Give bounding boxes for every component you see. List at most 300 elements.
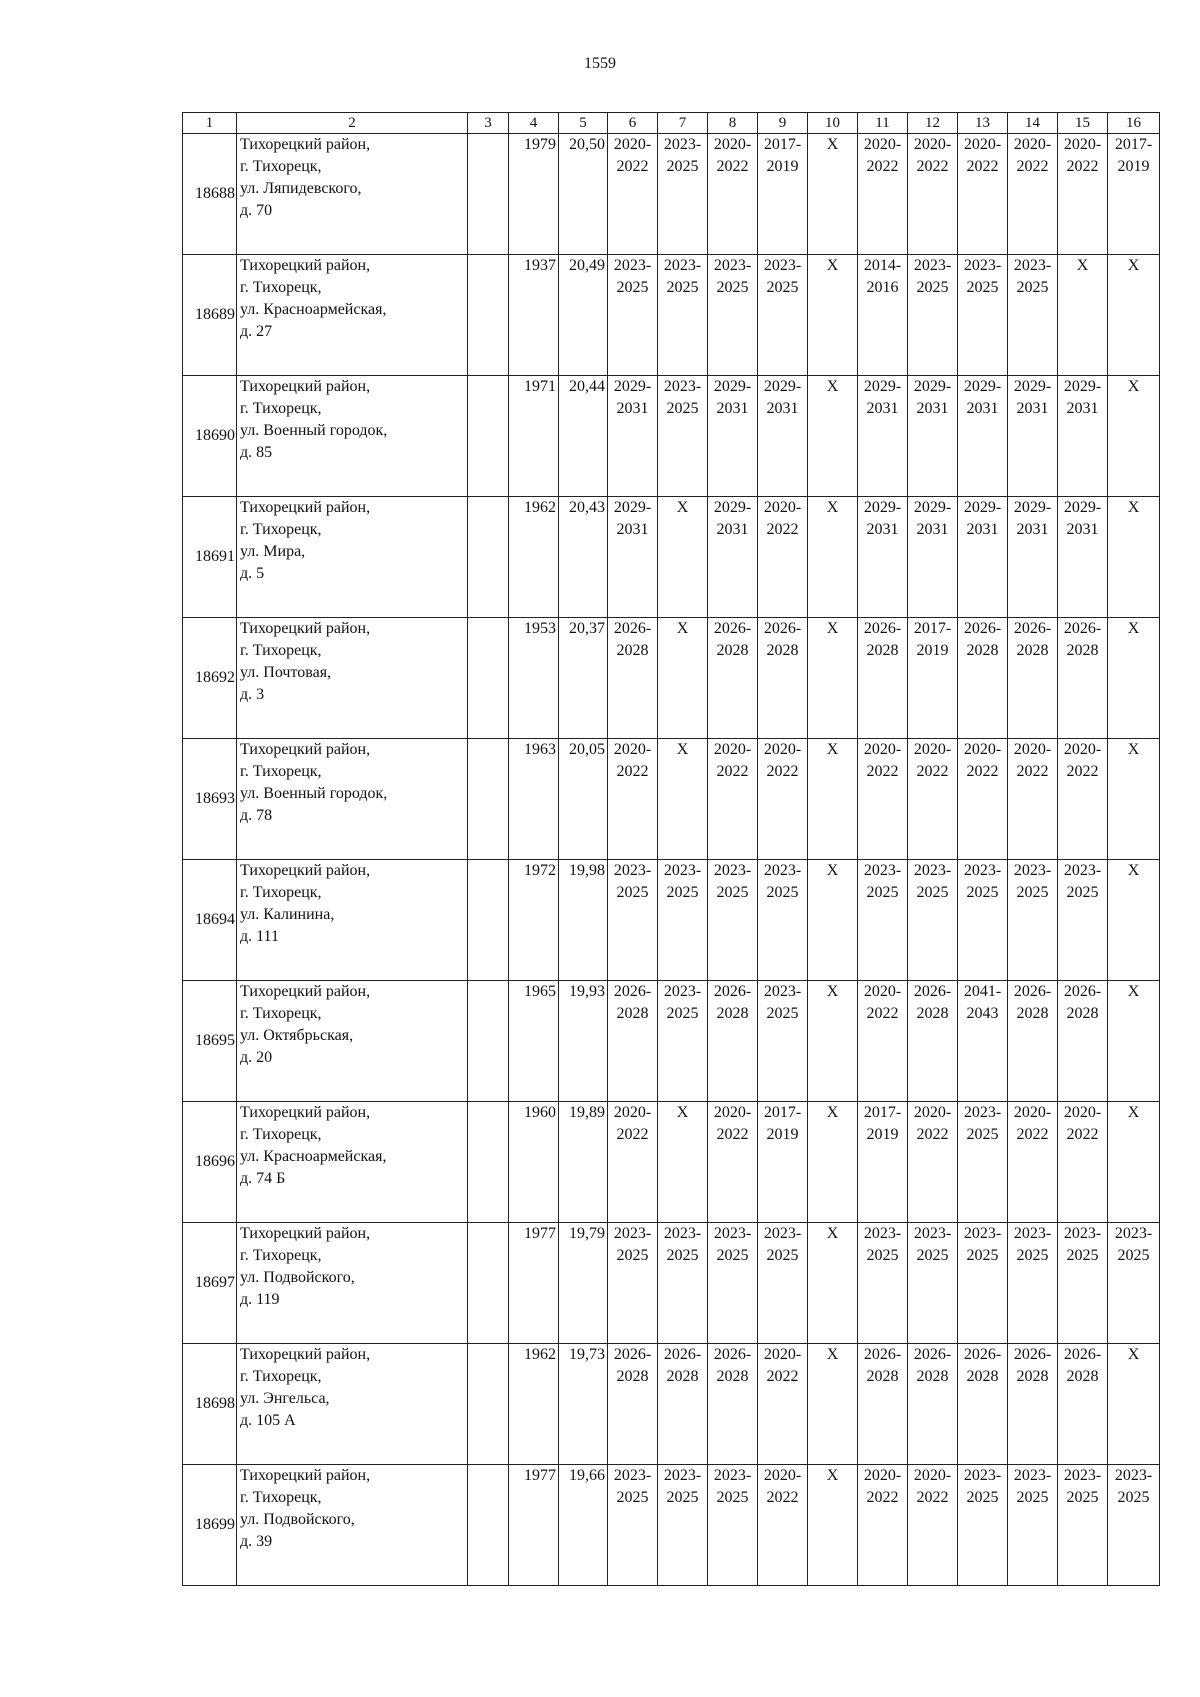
period-text: 2023-	[1114, 1467, 1153, 1484]
period-text: Х	[676, 620, 689, 637]
period-text: 2020-	[863, 1467, 902, 1484]
period-cell	[908, 860, 958, 981]
address-line: д. 105 А	[240, 1412, 296, 1429]
period-text: 2023-	[963, 1104, 1002, 1121]
period-cell	[708, 376, 758, 497]
period-text: 2025	[1016, 1247, 1049, 1264]
period-cell	[958, 1465, 1008, 1586]
period-text: 2025	[666, 1247, 699, 1264]
record-number-cell: 18698	[183, 1344, 237, 1465]
period-text: 2029-	[1063, 378, 1102, 395]
period-cell	[858, 860, 908, 981]
period-text: 2022	[1066, 1126, 1099, 1143]
address-cell	[237, 1465, 468, 1586]
period-text: 2023-	[713, 1467, 752, 1484]
column-header: 6	[608, 113, 658, 134]
period-cell	[708, 1344, 758, 1465]
period-cell	[608, 739, 658, 860]
period-cell	[958, 1223, 1008, 1344]
address-line: г. Тихорецк,	[240, 763, 322, 780]
period-text: 2020-	[713, 1104, 752, 1121]
period-text: 2023-	[663, 136, 702, 153]
period-text: 2023-	[1063, 1467, 1102, 1484]
period-text: 2020-	[613, 136, 652, 153]
period-cell	[808, 134, 858, 255]
period-cell	[808, 1102, 858, 1223]
address-line: Тихорецкий район,	[240, 136, 371, 153]
period-text: 2026-	[1013, 983, 1052, 1000]
year-cell: 1972	[509, 860, 559, 981]
period-text: 2028	[1066, 1368, 1099, 1385]
period-text: 2029-	[863, 499, 902, 516]
period-cell	[658, 618, 708, 739]
period-text: 2026-	[913, 1346, 952, 1363]
period-text: 2023-	[913, 862, 952, 879]
period-cell	[1108, 860, 1160, 981]
period-text: 2025	[1117, 1247, 1150, 1264]
address-line: д. 20	[240, 1049, 273, 1066]
record-number-cell: 18693	[183, 739, 237, 860]
period-text: 2025	[666, 1489, 699, 1506]
period-text: 2029-	[913, 378, 952, 395]
column-header: 12	[908, 113, 958, 134]
period-cell	[908, 1344, 958, 1465]
period-cell	[1008, 255, 1058, 376]
column-3-cell	[468, 376, 509, 497]
period-text: 2023-	[663, 1225, 702, 1242]
address-line: д. 3	[240, 686, 265, 703]
address-line: ул. Военный городок,	[240, 422, 388, 439]
period-text: 2026-	[1063, 1346, 1102, 1363]
address-line: ул. Энгельса,	[240, 1390, 330, 1407]
address-line: г. Тихорецк,	[240, 884, 322, 901]
period-cell	[858, 1102, 908, 1223]
period-text: Х	[1127, 1104, 1140, 1121]
period-cell	[608, 134, 658, 255]
column-header: 5	[559, 113, 608, 134]
column-header: 10	[808, 113, 858, 134]
address-line: г. Тихорецк,	[240, 158, 322, 175]
period-text: 2025	[666, 1005, 699, 1022]
period-cell	[658, 981, 708, 1102]
address-line: г. Тихорецк,	[240, 1126, 322, 1143]
period-cell	[1008, 134, 1058, 255]
address-cell	[237, 376, 468, 497]
period-cell	[808, 1223, 858, 1344]
period-cell	[658, 255, 708, 376]
period-text: 2022	[766, 1368, 799, 1385]
period-text: 2022	[716, 763, 749, 780]
column-3-cell	[468, 618, 509, 739]
period-cell	[758, 497, 808, 618]
period-cell	[1058, 618, 1108, 739]
period-text: 2025	[716, 1489, 749, 1506]
period-text: 2028	[616, 1368, 649, 1385]
period-cell	[758, 1223, 808, 1344]
record-number-cell: 18689	[183, 255, 237, 376]
period-cell	[1108, 1223, 1160, 1344]
period-text: 2022	[766, 1489, 799, 1506]
period-cell	[908, 376, 958, 497]
period-cell	[958, 739, 1008, 860]
period-text: 2022	[916, 1126, 949, 1143]
period-cell	[1008, 860, 1058, 981]
period-text: 2023-	[763, 1225, 802, 1242]
period-cell	[908, 1102, 958, 1223]
record-number-cell: 18692	[183, 618, 237, 739]
period-cell	[908, 1465, 958, 1586]
record-number-cell: 18696	[183, 1102, 237, 1223]
period-text: 2025	[666, 884, 699, 901]
period-cell	[908, 739, 958, 860]
period-cell	[908, 255, 958, 376]
period-text: 2025	[966, 884, 999, 901]
address-cell	[237, 1344, 468, 1465]
address-line: ул. Подвойского,	[240, 1269, 355, 1286]
period-cell	[808, 739, 858, 860]
period-cell	[708, 739, 758, 860]
period-text: 2026-	[613, 983, 652, 1000]
address-line: д. 39	[240, 1533, 273, 1550]
address-line: Тихорецкий район,	[240, 1346, 371, 1363]
period-text: 2026-	[1013, 1346, 1052, 1363]
period-text: 2026-	[963, 1346, 1002, 1363]
period-cell	[858, 1223, 908, 1344]
period-text: 2026-	[1013, 620, 1052, 637]
period-text: 2022	[716, 158, 749, 175]
period-cell	[858, 255, 908, 376]
period-text: 2028	[1066, 642, 1099, 659]
period-text: 2031	[1016, 521, 1049, 538]
period-cell	[1108, 134, 1160, 255]
column-3-cell	[468, 739, 509, 860]
period-cell	[808, 255, 858, 376]
period-text: 2028	[1066, 1005, 1099, 1022]
period-text: 2023-	[963, 1225, 1002, 1242]
period-cell	[858, 739, 908, 860]
period-cell	[758, 255, 808, 376]
record-number-cell: 18691	[183, 497, 237, 618]
period-text: 2023-	[1013, 1225, 1052, 1242]
period-text: 2020-	[713, 136, 752, 153]
period-text: 2023-	[663, 862, 702, 879]
period-cell	[608, 1102, 658, 1223]
period-text: 2025	[616, 1489, 649, 1506]
period-cell	[1008, 1344, 1058, 1465]
table-row	[183, 1223, 1160, 1344]
period-text: 2028	[1016, 642, 1049, 659]
period-text: 2029-	[713, 499, 752, 516]
period-text: 2026-	[1063, 620, 1102, 637]
period-text: 2022	[866, 763, 899, 780]
period-text: 2023-	[963, 862, 1002, 879]
address-line: ул. Мира,	[240, 543, 306, 560]
period-cell	[758, 618, 808, 739]
period-cell	[1108, 255, 1160, 376]
address-line: д. 78	[240, 807, 273, 824]
period-text: 2025	[666, 400, 699, 417]
period-text: 2029-	[713, 378, 752, 395]
period-cell	[658, 1102, 708, 1223]
period-cell	[1058, 981, 1108, 1102]
record-number-cell: 18695	[183, 981, 237, 1102]
period-text: 2025	[766, 884, 799, 901]
period-text: 2028	[916, 1005, 949, 1022]
period-text: 2022	[866, 1005, 899, 1022]
table-row	[183, 1465, 1160, 1586]
period-text: 2031	[716, 400, 749, 417]
value-cell: 20,49	[559, 255, 608, 376]
value-cell: 19,79	[559, 1223, 608, 1344]
period-text: 2022	[1016, 158, 1049, 175]
period-text: 2028	[766, 642, 799, 659]
period-cell	[1058, 1465, 1108, 1586]
column-3-cell	[468, 497, 509, 618]
address-cell	[237, 1102, 468, 1223]
address-line: г. Тихорецк,	[240, 400, 322, 417]
period-cell	[958, 1102, 1008, 1223]
address-line: д. 85	[240, 444, 273, 461]
period-text: 2022	[766, 763, 799, 780]
record-number-cell: 18688	[183, 134, 237, 255]
period-text: 2020-	[763, 499, 802, 516]
address-cell	[237, 497, 468, 618]
period-cell	[1008, 981, 1058, 1102]
period-text: Х	[826, 499, 839, 516]
period-text: 2020-	[1013, 136, 1052, 153]
period-text: 2031	[1066, 521, 1099, 538]
period-cell	[708, 1102, 758, 1223]
column-header: 9	[758, 113, 808, 134]
table-row	[183, 739, 1160, 860]
period-cell	[608, 860, 658, 981]
period-text: 2026-	[863, 1346, 902, 1363]
period-text: 2014-	[863, 257, 902, 274]
period-cell	[608, 1465, 658, 1586]
period-text: 2022	[1066, 158, 1099, 175]
period-text: 2023-	[1013, 257, 1052, 274]
period-text: 2026-	[763, 620, 802, 637]
column-header: 3	[468, 113, 509, 134]
period-text: 2025	[766, 1005, 799, 1022]
period-cell	[708, 860, 758, 981]
period-text: 2023-	[663, 378, 702, 395]
period-text: 2020-	[1063, 741, 1102, 758]
period-cell	[758, 376, 808, 497]
period-cell	[608, 981, 658, 1102]
year-cell: 1960	[509, 1102, 559, 1223]
table-row	[183, 860, 1160, 981]
period-cell	[658, 739, 708, 860]
address-line: г. Тихорецк,	[240, 1489, 322, 1506]
address-line: г. Тихорецк,	[240, 1368, 322, 1385]
period-text: 2025	[866, 884, 899, 901]
period-cell	[1058, 1344, 1108, 1465]
period-text: Х	[826, 378, 839, 395]
period-cell	[1108, 1102, 1160, 1223]
period-cell	[858, 376, 908, 497]
period-cell	[1108, 739, 1160, 860]
period-text: 2026-	[963, 620, 1002, 637]
period-text: Х	[826, 136, 839, 153]
year-cell: 1971	[509, 376, 559, 497]
period-text: 2029-	[963, 378, 1002, 395]
period-text: 2031	[966, 521, 999, 538]
period-text: 2031	[1016, 400, 1049, 417]
column-3-cell	[468, 860, 509, 981]
address-line: Тихорецкий район,	[240, 620, 371, 637]
period-text: 2023-	[1013, 862, 1052, 879]
period-text: Х	[1076, 257, 1089, 274]
period-text: 2025	[1066, 884, 1099, 901]
address-cell	[237, 860, 468, 981]
year-cell: 1979	[509, 134, 559, 255]
period-text: 2028	[666, 1368, 699, 1385]
period-text: 2031	[866, 400, 899, 417]
period-cell	[808, 860, 858, 981]
address-cell	[237, 134, 468, 255]
period-text: 2023-	[613, 257, 652, 274]
address-line: д. 111	[240, 928, 279, 945]
period-cell	[1058, 739, 1108, 860]
period-text: 2028	[916, 1368, 949, 1385]
address-line: Тихорецкий район,	[240, 378, 371, 395]
column-3-cell	[468, 1344, 509, 1465]
period-text: 2025	[966, 1247, 999, 1264]
period-cell	[908, 1223, 958, 1344]
period-text: 2028	[616, 642, 649, 659]
period-cell	[758, 1344, 808, 1465]
period-cell	[608, 1223, 658, 1344]
period-text: 2022	[616, 763, 649, 780]
period-text: 2022	[866, 1489, 899, 1506]
period-cell	[758, 1465, 808, 1586]
period-text: 2029-	[763, 378, 802, 395]
period-text: 2026-	[863, 620, 902, 637]
period-text: 2025	[716, 279, 749, 296]
period-text: 2022	[1016, 763, 1049, 780]
period-cell	[908, 497, 958, 618]
period-text: 2025	[1016, 279, 1049, 296]
period-cell	[1008, 1102, 1058, 1223]
period-text: 2022	[966, 158, 999, 175]
period-text: 2031	[916, 521, 949, 538]
period-text: 2031	[1066, 400, 1099, 417]
period-text: 2028	[716, 642, 749, 659]
address-cell	[237, 255, 468, 376]
period-text: 2022	[716, 1126, 749, 1143]
period-text: 2023-	[1063, 1225, 1102, 1242]
table-row	[183, 1102, 1160, 1223]
period-text: 2029-	[1013, 499, 1052, 516]
table-row	[183, 255, 1160, 376]
period-text: 2017-	[763, 136, 802, 153]
period-text: 2020-	[713, 741, 752, 758]
period-text: 2029-	[863, 378, 902, 395]
period-text: 2022	[616, 158, 649, 175]
period-text: 2019	[916, 642, 949, 659]
address-line: Тихорецкий район,	[240, 1467, 371, 1484]
period-cell	[1058, 376, 1108, 497]
period-text: 2022	[916, 1489, 949, 1506]
period-text: 2023-	[663, 257, 702, 274]
period-text: 2025	[966, 279, 999, 296]
address-line: Тихорецкий район,	[240, 1104, 371, 1121]
period-text: Х	[826, 1104, 839, 1121]
year-cell: 1937	[509, 255, 559, 376]
column-header: 1	[183, 113, 237, 134]
value-cell: 20,50	[559, 134, 608, 255]
period-cell	[1108, 376, 1160, 497]
period-text: 2020-	[913, 1467, 952, 1484]
period-text: 2029-	[1063, 499, 1102, 516]
address-line: Тихорецкий район,	[240, 257, 371, 274]
period-cell	[658, 1465, 708, 1586]
period-text: 2023-	[913, 1225, 952, 1242]
period-text: Х	[826, 741, 839, 758]
period-text: 2025	[1117, 1489, 1150, 1506]
period-cell	[708, 497, 758, 618]
period-cell	[708, 134, 758, 255]
period-cell	[758, 739, 808, 860]
period-text: 2028	[966, 1368, 999, 1385]
period-text: 2043	[966, 1005, 999, 1022]
period-text: 2026-	[663, 1346, 702, 1363]
period-text: 2023-	[863, 1225, 902, 1242]
period-text: 2023-	[713, 862, 752, 879]
period-cell	[1058, 1223, 1108, 1344]
period-text: Х	[1127, 620, 1140, 637]
period-text: 2019	[1117, 158, 1150, 175]
period-cell	[958, 1344, 1008, 1465]
column-header: 14	[1008, 113, 1058, 134]
period-cell	[758, 860, 808, 981]
address-cell	[237, 739, 468, 860]
period-cell	[1008, 1223, 1058, 1344]
address-cell	[237, 981, 468, 1102]
period-text: 2022	[616, 1126, 649, 1143]
period-cell	[958, 981, 1008, 1102]
column-header: 13	[958, 113, 1008, 134]
period-cell	[608, 255, 658, 376]
column-3-cell	[468, 255, 509, 376]
period-cell	[708, 1465, 758, 1586]
address-line: Тихорецкий район,	[240, 499, 371, 516]
address-line: д. 5	[240, 565, 265, 582]
period-text: 2031	[616, 521, 649, 538]
period-cell	[1058, 497, 1108, 618]
period-text: 2025	[916, 279, 949, 296]
period-text: 2031	[766, 400, 799, 417]
page-number: 1559	[584, 55, 616, 72]
address-line: г. Тихорецк,	[240, 521, 322, 538]
year-cell: 1965	[509, 981, 559, 1102]
period-text: 2025	[966, 1126, 999, 1143]
period-text: 2020-	[913, 136, 952, 153]
column-3-cell	[468, 134, 509, 255]
address-line: ул. Красноармейская,	[240, 1148, 387, 1165]
period-text: Х	[676, 1104, 689, 1121]
period-text: 2020-	[863, 741, 902, 758]
table-row	[183, 497, 1160, 618]
period-text: 2026-	[1063, 983, 1102, 1000]
period-text: 2031	[716, 521, 749, 538]
period-cell	[658, 860, 708, 981]
address-line: Тихорецкий район,	[240, 862, 371, 879]
period-text: 2029-	[613, 378, 652, 395]
period-cell	[1058, 860, 1108, 981]
period-cell	[1008, 1465, 1058, 1586]
